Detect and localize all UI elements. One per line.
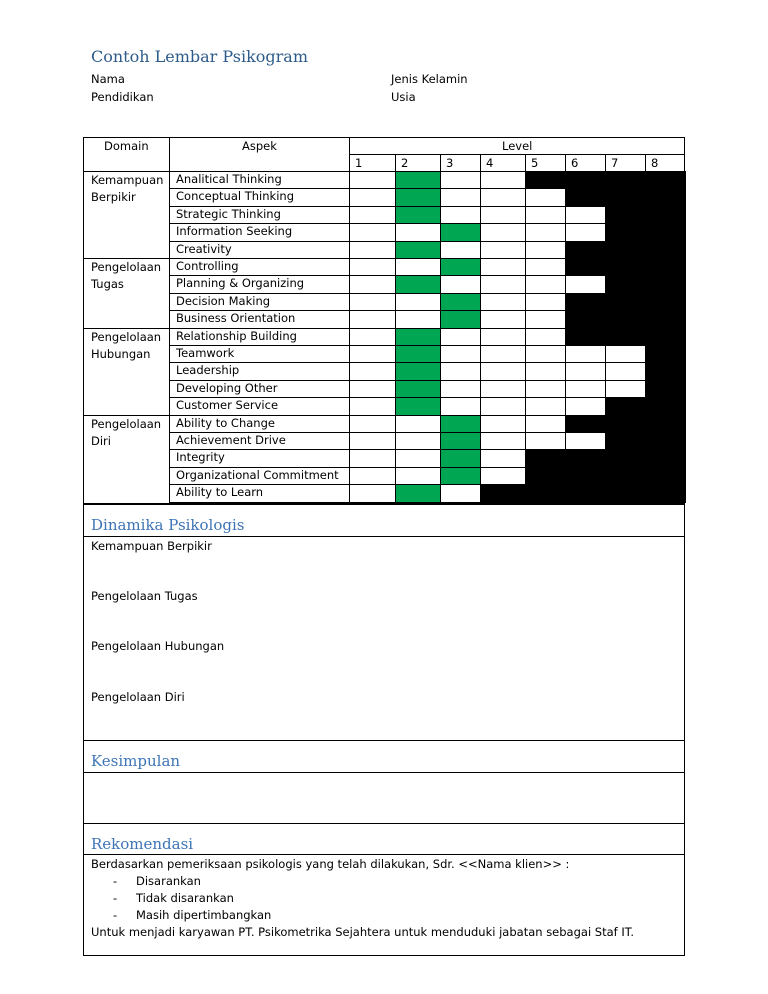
dinamika-item-kemampuan: Kemampuan Berpikir bbox=[91, 539, 212, 553]
level-cell bbox=[480, 328, 526, 346]
level-cell-selected bbox=[440, 223, 481, 241]
level-cell bbox=[565, 380, 606, 398]
level-cell-selected bbox=[440, 449, 481, 467]
level-cell bbox=[480, 293, 526, 311]
level-cell-selected bbox=[395, 380, 441, 398]
level-cell-selected bbox=[440, 415, 481, 433]
level-cell-unavailable bbox=[645, 449, 686, 467]
level-cell-unavailable bbox=[645, 345, 686, 363]
level-cell bbox=[349, 467, 396, 485]
level-cell bbox=[440, 188, 481, 206]
level-cell-unavailable bbox=[605, 293, 646, 311]
level-cell-unavailable bbox=[480, 484, 526, 502]
level-cell bbox=[605, 380, 646, 398]
dinamika-item-hubungan: Pengelolaan Hubungan bbox=[91, 639, 225, 653]
level-cell bbox=[349, 310, 396, 328]
level-cell-unavailable bbox=[565, 484, 606, 502]
level-cell-unavailable bbox=[645, 188, 686, 206]
domain-label: Kemampuan bbox=[91, 173, 164, 187]
level-cell bbox=[395, 258, 441, 276]
level-cell-unavailable bbox=[525, 171, 566, 189]
dinamika-divider bbox=[83, 536, 685, 537]
level-cell-unavailable bbox=[565, 188, 606, 206]
level-number: 1 bbox=[355, 156, 363, 170]
level-cell-unavailable bbox=[645, 380, 686, 398]
level-cell-unavailable bbox=[605, 171, 646, 189]
level-cell-selected bbox=[395, 188, 441, 206]
level-header-divider bbox=[395, 154, 396, 171]
level-cell-unavailable bbox=[645, 258, 686, 276]
level-cell bbox=[565, 223, 606, 241]
dinamika-heading: Dinamika Psikologis bbox=[91, 516, 245, 534]
level-cell-selected bbox=[395, 362, 441, 380]
level-cell bbox=[565, 275, 606, 293]
level-cell bbox=[525, 362, 566, 380]
level-cell bbox=[525, 380, 566, 398]
level-cell bbox=[395, 415, 441, 433]
level-cell bbox=[525, 415, 566, 433]
aspek-label: Integrity bbox=[176, 450, 225, 465]
level-cell-unavailable bbox=[605, 258, 646, 276]
level-cell bbox=[480, 310, 526, 328]
aspek-label: Ability to Learn bbox=[176, 485, 264, 500]
field-pendidikan-label: Pendidikan bbox=[91, 90, 154, 104]
level-cell bbox=[525, 223, 566, 241]
header-domain: Domain bbox=[104, 139, 149, 153]
domain-label: Pengelolaan bbox=[91, 329, 162, 344]
level-cell bbox=[480, 397, 526, 415]
aspek-label: Controlling bbox=[176, 259, 239, 273]
level-cell-unavailable bbox=[605, 397, 646, 415]
level-number: 7 bbox=[611, 156, 619, 170]
rekomendasi-option-tidak: Tidak disarankan bbox=[136, 891, 234, 905]
level-cell bbox=[480, 206, 526, 224]
bullet-dash: - bbox=[113, 874, 118, 888]
level-cell-unavailable bbox=[605, 310, 646, 328]
level-cell bbox=[349, 415, 396, 433]
level-cell bbox=[349, 171, 396, 189]
aspek-label: Teamwork bbox=[176, 346, 235, 360]
level-cell-unavailable bbox=[645, 241, 686, 259]
level-cell-selected bbox=[440, 293, 481, 311]
field-usia-label: Usia bbox=[391, 90, 416, 104]
level-cell bbox=[395, 449, 441, 467]
level-cell-unavailable bbox=[565, 241, 606, 259]
aspek-label: Organizational Commitment bbox=[176, 467, 339, 482]
aspek-label: Achievement Drive bbox=[176, 433, 286, 447]
level-cell-unavailable bbox=[605, 467, 646, 485]
header-aspek: Aspek bbox=[242, 139, 277, 153]
level-cell bbox=[395, 310, 441, 328]
level-cell bbox=[440, 362, 481, 380]
level-cell-unavailable bbox=[645, 397, 686, 415]
level-cell-unavailable bbox=[605, 188, 646, 206]
level-cell bbox=[349, 293, 396, 311]
level-cell-unavailable bbox=[605, 206, 646, 224]
level-cell bbox=[565, 432, 606, 450]
level-cell-unavailable bbox=[645, 275, 686, 293]
kesimpulan-heading: Kesimpulan bbox=[91, 752, 181, 770]
aspek-label: Business Orientation bbox=[176, 311, 296, 326]
level-cell bbox=[349, 484, 396, 502]
level-header-divider bbox=[565, 154, 566, 171]
level-cell bbox=[480, 362, 526, 380]
level-cell bbox=[525, 345, 566, 363]
level-cell-selected bbox=[395, 275, 441, 293]
level-cell bbox=[480, 467, 526, 485]
level-cell-selected bbox=[440, 310, 481, 328]
domain-divider bbox=[83, 258, 169, 259]
domain-label: Berpikir bbox=[91, 190, 136, 204]
level-cell-unavailable bbox=[605, 449, 646, 467]
level-cell bbox=[480, 449, 526, 467]
aspek-label: Ability to Change bbox=[176, 415, 275, 430]
level-cell bbox=[525, 188, 566, 206]
level-header-divider bbox=[525, 154, 526, 171]
level-cell bbox=[440, 484, 481, 502]
aspek-label: Customer Service bbox=[176, 398, 279, 413]
domain-label: Tugas bbox=[91, 277, 124, 291]
level-cell bbox=[349, 328, 396, 346]
aspek-label: Creativity bbox=[176, 241, 232, 256]
level-number: 4 bbox=[486, 156, 494, 170]
level-cell-unavailable bbox=[645, 484, 686, 502]
level-cell-selected bbox=[395, 484, 441, 502]
rekomendasi-intro: Berdasarkan pemeriksaan psikologis yang telah dilakukan, Sdr. <<Nama klien>> : bbox=[91, 857, 570, 871]
level-cell-unavailable bbox=[565, 467, 606, 485]
level-cell bbox=[480, 432, 526, 450]
level-cell-selected bbox=[440, 467, 481, 485]
level-cell bbox=[525, 258, 566, 276]
level-cell-unavailable bbox=[645, 293, 686, 311]
domain-label: Hubungan bbox=[91, 346, 151, 361]
level-cell bbox=[349, 188, 396, 206]
level-cell-unavailable bbox=[605, 241, 646, 259]
level-cell bbox=[565, 362, 606, 380]
level-cell bbox=[480, 241, 526, 259]
level-number: 8 bbox=[651, 156, 659, 170]
level-cell-unavailable bbox=[565, 171, 606, 189]
level-number: 6 bbox=[571, 156, 579, 170]
level-number: 5 bbox=[531, 156, 539, 170]
level-cell bbox=[440, 171, 481, 189]
level-number: 3 bbox=[446, 156, 454, 170]
level-cell-unavailable bbox=[645, 467, 686, 485]
domain-label: Diri bbox=[91, 433, 111, 448]
level-cell-unavailable bbox=[605, 223, 646, 241]
level-cell-selected bbox=[440, 432, 481, 450]
level-cell bbox=[349, 223, 396, 241]
level-cell bbox=[349, 362, 396, 380]
header-level: Level bbox=[502, 139, 533, 153]
level-cell-unavailable bbox=[645, 206, 686, 224]
level-cell-unavailable bbox=[605, 484, 646, 502]
level-cell bbox=[480, 188, 526, 206]
level-cell bbox=[480, 415, 526, 433]
level-cell-unavailable bbox=[565, 415, 606, 433]
level-cell bbox=[525, 275, 566, 293]
domain-label: Pengelolaan bbox=[91, 416, 162, 431]
level-cell bbox=[395, 223, 441, 241]
level-cell bbox=[480, 171, 526, 189]
level-number: 2 bbox=[401, 156, 409, 170]
level-cell bbox=[349, 397, 396, 415]
level-header-divider bbox=[349, 154, 685, 155]
level-cell bbox=[565, 397, 606, 415]
level-cell-unavailable bbox=[525, 467, 566, 485]
level-cell bbox=[525, 206, 566, 224]
level-cell-unavailable bbox=[645, 328, 686, 346]
level-cell bbox=[480, 258, 526, 276]
domain-divider bbox=[83, 328, 169, 329]
level-cell-unavailable bbox=[605, 328, 646, 346]
aspek-label: Developing Other bbox=[176, 380, 278, 395]
level-header-divider bbox=[645, 154, 646, 171]
rekomendasi-option-disarankan: Disarankan bbox=[136, 874, 201, 888]
dinamika-item-diri: Pengelolaan Diri bbox=[91, 690, 185, 704]
level-cell-unavailable bbox=[525, 484, 566, 502]
aspek-label: Leadership bbox=[176, 363, 240, 378]
level-cell-selected bbox=[395, 206, 441, 224]
aspek-label: Relationship Building bbox=[176, 328, 297, 343]
domain-label: Pengelolaan bbox=[91, 260, 162, 274]
level-cell-selected bbox=[395, 345, 441, 363]
level-cell bbox=[395, 467, 441, 485]
level-cell-unavailable bbox=[605, 275, 646, 293]
level-cell bbox=[565, 206, 606, 224]
level-cell bbox=[349, 275, 396, 293]
level-cell-selected bbox=[395, 241, 441, 259]
level-cell bbox=[349, 241, 396, 259]
bullet-dash: - bbox=[113, 908, 118, 922]
level-cell bbox=[349, 206, 396, 224]
level-cell bbox=[440, 397, 481, 415]
rekomendasi-closing: Untuk menjadi karyawan PT. Psikometrika Sejahtera untuk menduduki jabatan sebagai Staf IT. bbox=[91, 925, 635, 939]
level-cell bbox=[525, 397, 566, 415]
level-cell bbox=[440, 380, 481, 398]
level-cell bbox=[440, 275, 481, 293]
level-cell bbox=[349, 449, 396, 467]
level-cell-unavailable bbox=[565, 328, 606, 346]
level-cell-unavailable bbox=[645, 432, 686, 450]
level-cell bbox=[565, 345, 606, 363]
dinamika-item-tugas: Pengelolaan Tugas bbox=[91, 589, 198, 603]
level-cell bbox=[395, 293, 441, 311]
aspek-label: Planning & Organizing bbox=[176, 276, 305, 291]
level-header-divider bbox=[605, 154, 606, 171]
level-cell-unavailable bbox=[645, 310, 686, 328]
level-cell bbox=[605, 362, 646, 380]
level-cell bbox=[480, 380, 526, 398]
level-header-divider bbox=[440, 154, 441, 171]
level-cell-unavailable bbox=[565, 449, 606, 467]
level-cell bbox=[525, 293, 566, 311]
level-cell bbox=[525, 328, 566, 346]
level-cell-selected bbox=[395, 397, 441, 415]
level-cell-selected bbox=[395, 171, 441, 189]
level-cell-unavailable bbox=[645, 362, 686, 380]
level-cell-unavailable bbox=[525, 449, 566, 467]
level-cell bbox=[440, 206, 481, 224]
level-cell-unavailable bbox=[645, 171, 686, 189]
kesimpulan-divider bbox=[83, 772, 685, 773]
rekomendasi-option-masih: Masih dipertimbangkan bbox=[136, 908, 272, 922]
rekomendasi-divider bbox=[83, 854, 685, 855]
field-jenis-kelamin-label: Jenis Kelamin bbox=[391, 72, 468, 86]
rekomendasi-heading: Rekomendasi bbox=[91, 835, 194, 853]
level-cell-unavailable bbox=[565, 258, 606, 276]
level-cell-selected bbox=[440, 258, 481, 276]
aspek-label: Information Seeking bbox=[176, 224, 293, 239]
field-nama-label: Nama bbox=[91, 72, 125, 86]
level-cell bbox=[525, 310, 566, 328]
aspek-label: Decision Making bbox=[176, 293, 271, 308]
page-title: Contoh Lembar Psikogram bbox=[91, 47, 309, 66]
row-divider bbox=[169, 502, 349, 503]
level-cell bbox=[349, 258, 396, 276]
level-cell-unavailable bbox=[565, 293, 606, 311]
level-cell bbox=[440, 345, 481, 363]
level-cell bbox=[480, 223, 526, 241]
level-cell-selected bbox=[395, 328, 441, 346]
domain-divider bbox=[83, 415, 169, 416]
level-cell bbox=[480, 345, 526, 363]
level-cell bbox=[349, 380, 396, 398]
level-cell-unavailable bbox=[645, 415, 686, 433]
level-cell bbox=[440, 328, 481, 346]
level-cell-unavailable bbox=[565, 310, 606, 328]
level-cell-unavailable bbox=[605, 432, 646, 450]
level-cell bbox=[349, 432, 396, 450]
level-header-divider bbox=[480, 154, 481, 171]
aspek-label: Analitical Thinking bbox=[176, 172, 282, 186]
level-cell bbox=[525, 432, 566, 450]
level-cell bbox=[480, 275, 526, 293]
aspek-label: Strategic Thinking bbox=[176, 206, 281, 221]
level-cell bbox=[349, 345, 396, 363]
level-cell bbox=[395, 432, 441, 450]
level-cell bbox=[440, 241, 481, 259]
bullet-dash: - bbox=[113, 891, 118, 905]
level-cell-unavailable bbox=[645, 223, 686, 241]
level-cell bbox=[525, 241, 566, 259]
level-cell bbox=[605, 345, 646, 363]
aspek-label: Conceptual Thinking bbox=[176, 189, 294, 204]
level-cell-unavailable bbox=[605, 415, 646, 433]
